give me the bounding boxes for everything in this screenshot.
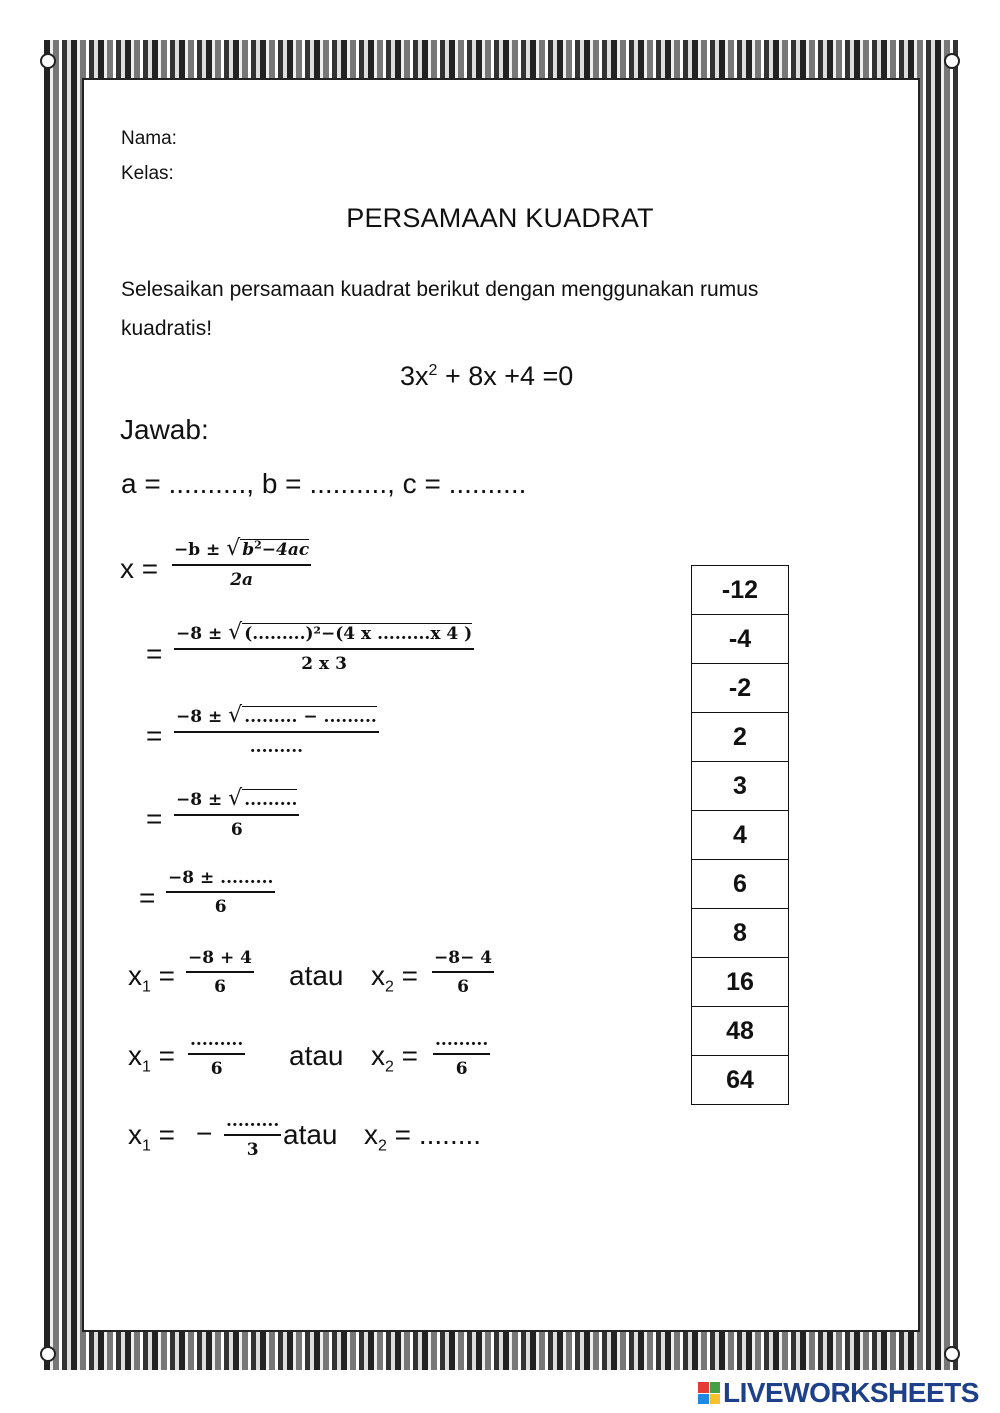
answer-option-row	[692, 762, 789, 811]
answer-option[interactable]: 3	[692, 762, 789, 811]
answer-option[interactable]: 8	[692, 909, 789, 958]
answer-option[interactable]: 48	[692, 1007, 789, 1056]
sqrt-icon: √	[226, 536, 241, 561]
x1-label-row2: $x_1$ =	[128, 1040, 176, 1076]
answer-options-table	[691, 565, 789, 1105]
liveworksheets-logo	[698, 1378, 979, 1408]
answer-option[interactable]: 64	[692, 1056, 789, 1105]
x2-row3-blank[interactable]: ........	[418, 1119, 482, 1150]
step5-num[interactable]: −8 ± .........	[166, 868, 275, 893]
answer-option[interactable]: 6	[692, 860, 789, 909]
brand-name: LIVEWORKSHEETS	[723, 1377, 979, 1408]
step-5-fraction	[166, 868, 275, 917]
eq-sign: =	[146, 803, 163, 834]
answer-option[interactable]: -4	[692, 615, 789, 664]
step5-den: 6	[214, 897, 227, 917]
answer-option[interactable]: 2	[692, 713, 789, 762]
answer-option-row	[692, 811, 789, 860]
step3-num-lead: −8 ±	[176, 707, 229, 727]
answer-option-row	[692, 615, 789, 664]
answer-option-row	[692, 958, 789, 1007]
x2-fraction-row1: $\frac{-8- 4}{6}$	[434, 948, 493, 997]
formula-b: b	[242, 540, 255, 560]
eq-sign: =	[146, 720, 163, 751]
step3-radicand[interactable]: ......... − .........	[244, 707, 377, 727]
eq-sign: =	[139, 882, 156, 913]
formula-num-lead: −b ±	[174, 540, 227, 560]
answer-option-row	[692, 566, 789, 615]
step-4-fraction	[174, 786, 299, 840]
step4-num-lead: −8 ±	[176, 790, 229, 810]
step2-radicand[interactable]: (.........)²−(4 x .........x 4 )	[244, 624, 473, 644]
x1-fraction-row3: ......... 3	[226, 1111, 280, 1160]
x1-row3-blank[interactable]: .........	[224, 1111, 281, 1136]
corner-ornament-icon	[40, 1346, 56, 1362]
x2-label-row3: $x_2$ = ........	[364, 1119, 482, 1155]
sqrt-icon: √	[228, 703, 243, 728]
sqrt-icon: √	[228, 620, 243, 645]
atau-label: atau	[289, 1040, 344, 1071]
formula-rest: −4ac	[261, 540, 310, 560]
coefficients-line[interactable]: a = .........., b = .........., c = ..........	[121, 468, 527, 499]
x1-label-row3: $x_1$ =	[128, 1119, 176, 1155]
answer-option-row	[692, 1007, 789, 1056]
step4-den: 6	[230, 820, 243, 840]
step4-radicand[interactable]: .........	[244, 790, 298, 810]
formula-b-exp: 2	[254, 538, 262, 552]
instruction-line-1: Selesaikan persamaan kuadrat berikut dengan menggunakan rumus	[121, 278, 759, 301]
corner-ornament-icon	[944, 1346, 960, 1362]
quadratic-formula	[172, 536, 311, 590]
corner-ornament-icon	[944, 53, 960, 69]
answer-option[interactable]: 16	[692, 958, 789, 1007]
x1-fraction-row1: $\frac{-8 + 4}{6}$	[188, 948, 252, 997]
quadratic-equation	[400, 361, 573, 392]
answer-option-row	[692, 664, 789, 713]
equation-exponent: 2	[428, 362, 438, 379]
atau-label: atau	[289, 960, 344, 991]
step2-num-lead: −8 ±	[176, 624, 229, 644]
answer-label: Jawab:	[120, 414, 209, 445]
atau-label: atau	[283, 1119, 338, 1150]
answer-option[interactable]: 4	[692, 811, 789, 860]
instruction-line-2: kuadratis!	[121, 317, 213, 340]
step3-den[interactable]: .........	[249, 737, 304, 757]
x1-fraction-row2: ......... 6	[190, 1030, 244, 1079]
class-label: Kelas:	[121, 163, 174, 184]
liveworksheets-mark-icon	[698, 1382, 720, 1404]
x2-fraction-row2: ......... 6	[435, 1030, 489, 1079]
equation-rest: + 8x +4 =0	[437, 361, 574, 391]
x1-label-row1: $x_1$ =	[128, 960, 176, 996]
answer-option-row	[692, 860, 789, 909]
sqrt-icon: √	[228, 786, 243, 811]
x2-row2-blank[interactable]: .........	[433, 1030, 490, 1055]
answer-option-row	[692, 1056, 789, 1105]
step-2-fraction	[174, 620, 474, 674]
corner-ornament-icon	[40, 53, 56, 69]
answer-option[interactable]: -12	[692, 566, 789, 615]
name-label: Nama:	[121, 128, 177, 149]
x-equals-label: x =	[120, 553, 159, 584]
x1-row2-blank[interactable]: .........	[188, 1030, 245, 1055]
minus-sign: −	[196, 1118, 213, 1149]
worksheet-title: PERSAMAAN KUADRAT	[346, 203, 654, 233]
formula-den: 2a	[230, 570, 254, 590]
answer-option-row	[692, 909, 789, 958]
answer-option-row	[692, 713, 789, 762]
step2-den: 2 x 3	[301, 654, 347, 674]
x2-label-row1: $x_2$ =	[371, 960, 419, 996]
x2-label-row2: $x_2$ =	[371, 1040, 419, 1076]
answer-option[interactable]: -2	[692, 664, 789, 713]
step-3-fraction	[174, 703, 379, 757]
eq-sign: =	[146, 638, 163, 669]
equation-lead: 3x	[400, 361, 429, 391]
